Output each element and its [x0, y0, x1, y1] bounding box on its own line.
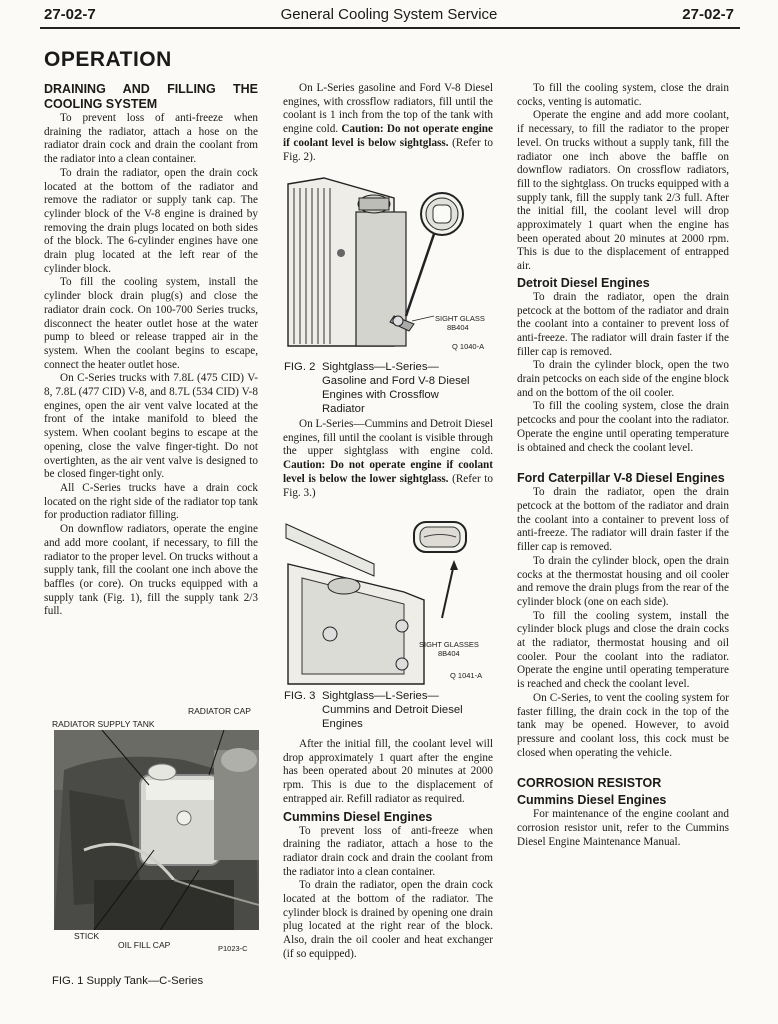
- paragraph: To prevent loss of anti-freeze when draining the radiator, attach a hose to the radiator drain cock and drain the coolant from the radiator into a clean container.: [283, 824, 493, 878]
- figure-3-illustration: [284, 514, 494, 686]
- fig2-number: FIG. 2: [284, 361, 316, 373]
- paragraph: All C-Series trucks have a drain cock located on the right side of the radiator top tank for production radiator filling.: [44, 481, 258, 522]
- paragraph: To prevent loss of anti-freeze when draining the radiator, attach a hose on the radiator drain cock and drain the coolant from the radiator into a clean container.: [44, 112, 258, 166]
- paragraph: [283, 418, 493, 500]
- heading-cummins-diesel: Cummins Diesel Engines: [283, 809, 433, 824]
- paragraph: On C-Series trucks with 7.8L (475 CID) V-8, 7.8L (477 CID) V-8, and 8.7L (534 CID) V-8 engines, open the air vent valve located at the front of the intake manifold to bleed the system. When coolant begins to escape at the opening, close the valve finger-tight. Do not overtighten, as the air vent valve is designed to be closed finger-tight only.: [44, 372, 258, 481]
- fig1-label-supply-tank: RADIATOR SUPPLY TANK: [52, 719, 155, 729]
- fig1-label-oil-fill-cap: OIL FILL CAP: [118, 940, 171, 950]
- paragraph: To drain the cylinder block, open the two drain petcocks on each side of the engine block and on the bottom of the oil cooler.: [517, 359, 729, 399]
- caption-line: Sightglass—L-Series—: [322, 690, 439, 702]
- paragraph: To fill the cooling system, install the cylinder block plugs and close the drain cocks at the radiator, thermostat housing and oil cooler. Pour the coolant into the radiator. Operate the engine until operating temperature is reached and check the coolant level.: [517, 609, 729, 691]
- supply-tank-photo-illustration: [54, 730, 259, 930]
- running-header-title: General Cooling System Service: [280, 6, 498, 23]
- column-2-middle: [283, 418, 493, 500]
- paragraph: After the initial fill, the coolant level will drop approximately 1 quart after the engine has been operated about 20 minutes at 2000 rpm. This is due to the displacement of entrapped air. Refill radiator as required.: [283, 738, 493, 805]
- fig1-label-stick: STICK: [74, 931, 100, 941]
- page-number-right: 27-02-7: [682, 6, 734, 23]
- fig3-code: Q 1041-A: [450, 671, 483, 680]
- caption-line: Engines: [322, 718, 363, 730]
- heading-detroit-diesel: Detroit Diesel Engines: [517, 275, 650, 290]
- column-2-bottom: [283, 738, 493, 962]
- caution-text: Caution: Do not operate engine if coolant level is below sightglass.: [283, 123, 493, 149]
- paragraph: To drain the radiator, open the drain cock located at the bottom of the radiator. The cylinder block is drained by opening one drain plug located at the right rear of the block. Also, drain the oil cooler and heat exchanger (if so equipped).: [283, 879, 493, 960]
- heading-ford-caterpillar: Ford Caterpillar V-8 Diesel Engines: [517, 471, 725, 486]
- fig2-label-part-number: 8B404: [447, 323, 469, 332]
- paragraph: On C-Series, to vent the cooling system for faster filling, the drain cock in the top of the tank may be opened. However, to avoid pressure and coolant loss, this cock must be closed when operating the vehicle.: [517, 691, 729, 759]
- paragraph: To drain the radiator, open the drain petcock at the bottom of the radiator and drain the coolant into a container to prevent loss of anti-freeze. The radiator will drain faster if the filler cap is removed.: [517, 486, 729, 554]
- figure-1-caption: FIG. 1 Supply Tank—C-Series: [52, 975, 204, 987]
- fig3-number: FIG. 3: [284, 690, 316, 702]
- cummins-detroit-sightglass-drawing: [284, 514, 494, 686]
- paragraph: To fill the cooling system, install the cylinder block drain plug(s) and close the radiator drain cock. On 100-700 Series trucks, disconnect the heater outlet hose at the water pump to bleed or release trapped air in the system. When the coolant begins to escape, connect the heater outlet hose.: [44, 276, 258, 371]
- paragraph: Operate the engine and add more coolant, if necessary, to fill the radiator to the proper level. On trucks without a supply tank, fill the radiator one inch above the baffle on downflow radiators. On crossflow radiators, fill to the sightglass. On trucks equipped with a supply tank, fill the supply tank 2/3 full. After the initial fill, the coolant level will drop approximately 1 quart when the engine has been operated about 20 minutes at 2000 rpm. This is due to the displacement of entrapped air.: [517, 109, 729, 273]
- paragraph: To fill the cooling system, close the drain cocks, venting is automatic.: [517, 82, 729, 108]
- paragraph: [283, 82, 493, 164]
- text: (Refer to Fig. 3.): [283, 472, 493, 499]
- column-3: [517, 82, 729, 849]
- fig3-label-sight-glasses: SIGHT GLASSES: [419, 640, 479, 649]
- figure-3-caption: [284, 689, 496, 731]
- caution-text: Caution: Do not operate engine if coolant level is below the lower sightglass.: [283, 459, 493, 485]
- caption-line: Cummins and Detroit Diesel: [322, 704, 463, 716]
- text: (Refer to Fig. 2).: [283, 136, 493, 163]
- section-title: OPERATION: [44, 48, 172, 71]
- paragraph: To fill the cooling system, close the drain petcocks and pour the coolant into the radiator. Operate the engine until operating temperature is obtained and check the coolant level.: [517, 400, 729, 454]
- fig1-code: P1023-C: [218, 944, 248, 953]
- header-rule: [40, 27, 740, 29]
- caption-line: Gasoline and Ford V-8 Diesel: [322, 375, 470, 387]
- text: On L-Series—Cummins and Detroit Diesel engines, fill until the coolant is visible through the upper sightglass with engine cold.: [283, 418, 493, 458]
- fig1-label-radiator-cap: RADIATOR CAP: [188, 706, 251, 716]
- figure-1-photo: [54, 730, 259, 930]
- caption-line: Engines with Crossflow: [322, 389, 439, 401]
- column-2-top: [283, 82, 493, 164]
- paragraph: For maintenance of the engine coolant and corrosion resistor unit, refer to the Cummins Diesel Engine Maintenance Manual.: [517, 808, 729, 848]
- fig3-label-part-number: 8B404: [438, 649, 460, 658]
- page-number-left: 27-02-7: [44, 6, 96, 23]
- heading-draining-filling: DRAINING AND FILLING THE COOLING SYSTEM: [44, 82, 258, 111]
- paragraph: To drain the cylinder block, open the drain cocks at the thermostat housing and oil cooler and remove the drain plugs from the rear of the cylinder block (one on each side).: [517, 554, 729, 608]
- caption-line: Radiator: [322, 403, 365, 415]
- heading-corrosion-resistor: CORROSION RESISTOR: [517, 776, 662, 791]
- fig2-code: Q 1040-A: [452, 342, 485, 351]
- figure-2-caption: [284, 360, 496, 416]
- paragraph: To drain the radiator, open the drain petcock at the bottom of the radiator and drain the coolant into a container to prevent loss of anti-freeze. The radiator will drain faster if the filler cap is removed.: [517, 290, 729, 358]
- paragraph: On downflow radiators, operate the engine and add more coolant, if necessary, to fill the radiator to the proper level. On trucks without a supply tank, fill the coolant one inch above the baffles (or core). On trucks equipped with a supply tank (Fig. 1), fill the supply tank 2/3 full.: [44, 523, 258, 618]
- caption-line: Sightglass—L-Series—: [322, 361, 439, 373]
- fig2-label-sight-glass: SIGHT GLASS: [435, 314, 485, 323]
- heading-cummins-diesel-2: Cummins Diesel Engines: [517, 793, 667, 808]
- column-1: [44, 82, 258, 619]
- text: On L-Series gasoline and Ford V-8 Diesel engines, with crossflow radiators, fill until the coolant is 1 inch from the top of the tank with engine cold.: [283, 82, 493, 136]
- paragraph: To drain the radiator, open the drain cock located at the bottom of the radiator and remove the radiator or supply tank cap. The cylinder block of the V-8 engine is drained by removing the drain plugs located on both sides of the block. The 6-cylinder engines have one drain plug located at the left rear of the cylinder block.: [44, 166, 258, 275]
